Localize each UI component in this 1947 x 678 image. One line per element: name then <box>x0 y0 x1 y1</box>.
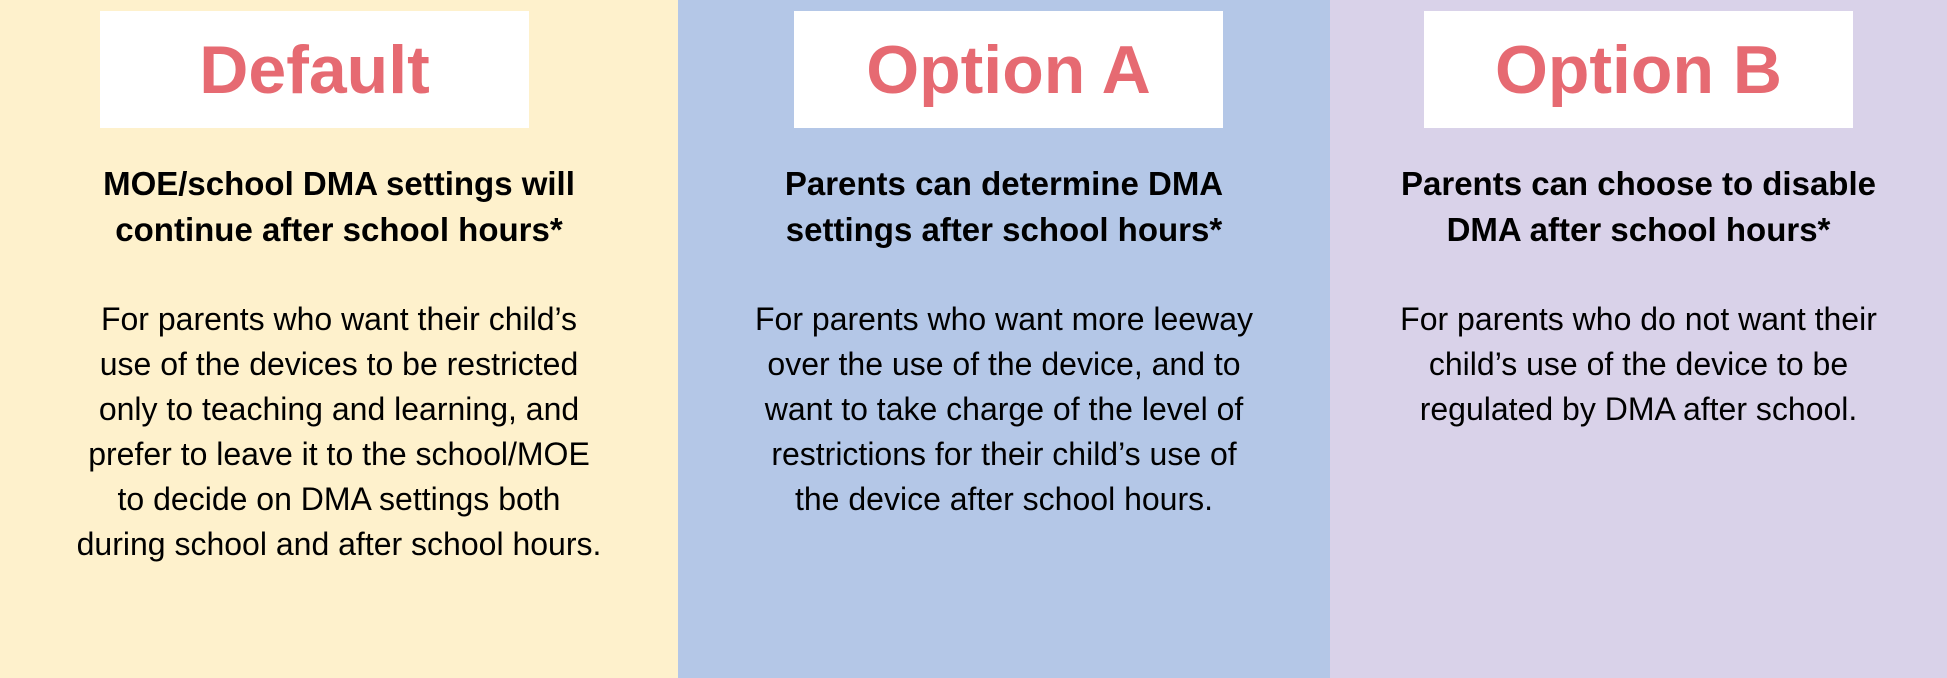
option-a-subtitle-line: settings after school hours* <box>785 211 1223 248</box>
default-subtitle-line: MOE/school DMA settings will <box>103 165 575 202</box>
option-a-title: Option A <box>866 31 1151 108</box>
default-description-line: use of the devices to be restricted <box>99 346 579 382</box>
default-description-line: only to teaching and learning, and <box>98 391 580 427</box>
default-description-line: to decide on DMA settings both <box>117 481 561 517</box>
default-subtitle-line: continue after school hours* <box>115 211 563 248</box>
default-column <box>0 0 678 678</box>
default-title: Default <box>199 31 430 108</box>
option-b-column <box>1330 0 1947 678</box>
default-description-line: For parents who want their child’s <box>100 301 578 337</box>
option-a-description-line: For parents who want more leeway <box>755 301 1253 337</box>
default-subtitle <box>10 161 668 253</box>
option-b-title-box <box>1424 11 1853 128</box>
option-b-subtitle <box>1340 161 1937 253</box>
option-b-description-line: For parents who do not want their <box>1400 301 1877 337</box>
default-description <box>10 297 668 567</box>
option-a-description-line: over the use of the device, and to <box>767 346 1241 382</box>
option-b-subtitle-line: Parents can choose to disable <box>1401 165 1876 202</box>
option-a-description-line: restrictions for their child’s use of <box>771 436 1237 472</box>
default-description-line: prefer to leave it to the school/MOE <box>88 436 590 472</box>
default-title-box <box>100 11 529 128</box>
option-b-description-line: child’s use of the device to be <box>1428 346 1849 382</box>
option-b-description <box>1340 297 1937 432</box>
option-a-description-line: want to take charge of the level of <box>764 391 1244 427</box>
default-description-line: during school and after school hours. <box>76 526 602 562</box>
option-a-title-box <box>794 11 1223 128</box>
option-a-description-line: the device after school hours. <box>794 481 1213 517</box>
option-b-description-line: regulated by DMA after school. <box>1419 391 1858 427</box>
option-a-subtitle-line: Parents can determine DMA <box>784 165 1224 202</box>
option-a-description <box>688 297 1320 522</box>
option-b-subtitle-line: DMA after school hours* <box>1446 211 1831 248</box>
option-b-title: Option B <box>1494 31 1783 108</box>
option-a-subtitle <box>688 161 1320 253</box>
option-a-column <box>678 0 1330 678</box>
